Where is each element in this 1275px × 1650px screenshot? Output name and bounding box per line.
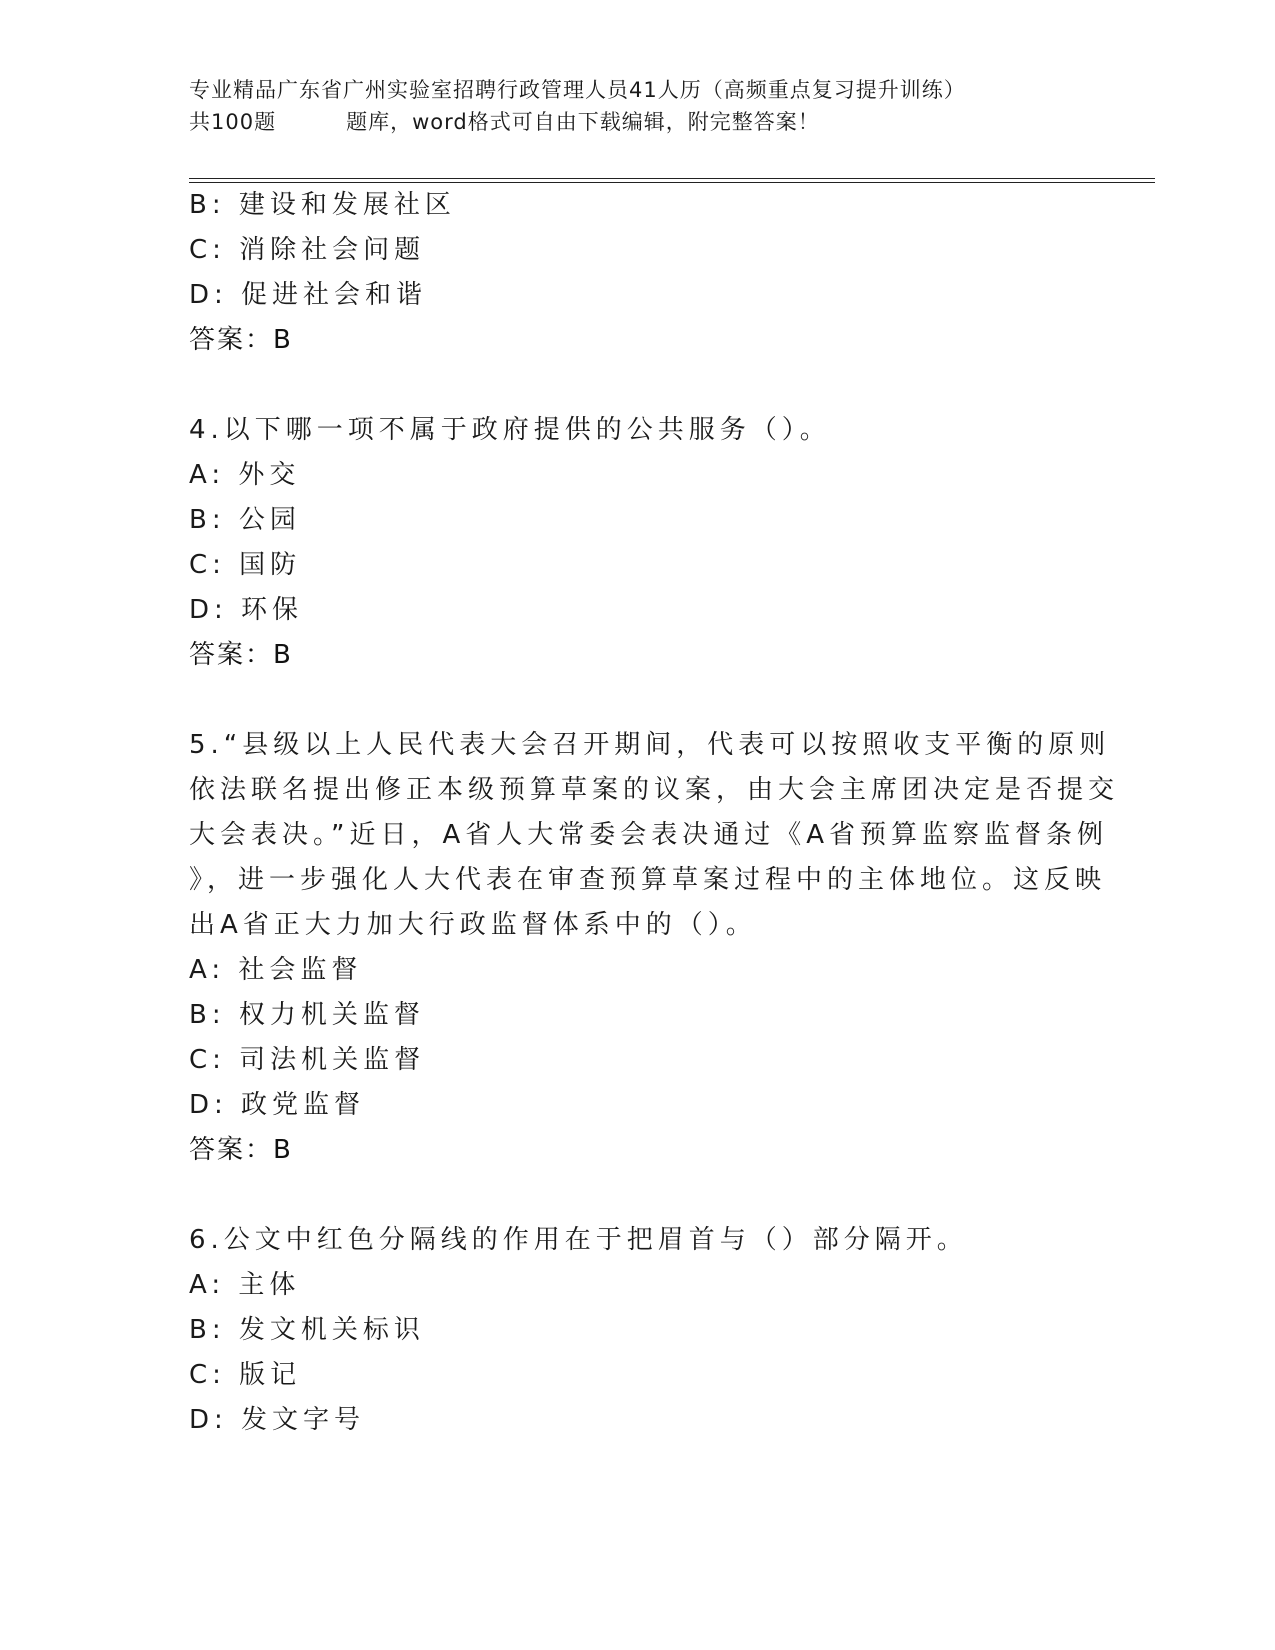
q3-option-d: D: 促进社会和谐 <box>189 280 428 310</box>
q4-option-c: C: 国防 <box>189 550 302 580</box>
q6-option-d: D: 发文字号 <box>189 1405 366 1435</box>
document-header <box>189 74 1089 138</box>
header-divider-top <box>189 178 1155 179</box>
header-divider-bottom <box>189 182 1155 183</box>
header-description: 题库，word格式可自由下载编辑，附完整答案！ <box>346 110 820 134</box>
q5-stem-line: 出A省正大力加大行政监督体系中的（）。 <box>189 910 757 940</box>
q6-option-b: B: 发文机关标识 <box>189 1315 425 1345</box>
q6-stem: 6.公文中红色分隔线的作用在于把眉首与（）部分隔开。 <box>189 1225 968 1255</box>
q5-answer: 答案：B <box>189 1135 293 1165</box>
q4-option-b: B: 公园 <box>189 505 301 535</box>
q6-option-a: A: 主体 <box>189 1270 301 1300</box>
q4-stem: 4.以下哪一项不属于政府提供的公共服务（）。 <box>189 415 831 445</box>
header-title-line: 专业精品广东省广州实验室招聘行政管理人员41人历（高频重点复习提升训练） <box>189 78 966 102</box>
q3-option-c: C: 消除社会问题 <box>189 235 426 265</box>
q5-option-b: B: 权力机关监督 <box>189 1000 425 1030</box>
q5-stem-line: 大会表决。”近日，A省人大常委会表决通过《A省预算监察监督条例 <box>189 820 1109 850</box>
header-question-count: 共100题 <box>189 110 277 134</box>
q5-option-a: A: 社会监督 <box>189 955 363 985</box>
q3-option-b: B: 建设和发展社区 <box>189 190 456 220</box>
q3-answer: 答案：B <box>189 325 293 355</box>
q5-option-c: C: 司法机关监督 <box>189 1045 426 1075</box>
q5-stem-line: 依法联名提出修正本级预算草案的议案，由大会主席团决定是否提交 <box>189 775 1120 805</box>
q5-stem-line: 》，进一步强化人大代表在审查预算草案过程中的主体地位。这反映 <box>189 865 1107 895</box>
header-subtitle-line <box>189 106 1089 138</box>
q4-option-d: D: 环保 <box>189 595 304 625</box>
q5-stem-line: 5.“县级以上人民代表大会召开期间，代表可以按照收支平衡的原则 <box>189 730 1111 760</box>
q4-answer: 答案：B <box>189 640 293 670</box>
q5-option-d: D: 政党监督 <box>189 1090 366 1120</box>
q6-option-c: C: 版记 <box>189 1360 302 1390</box>
q4-option-a: A: 外交 <box>189 460 301 490</box>
